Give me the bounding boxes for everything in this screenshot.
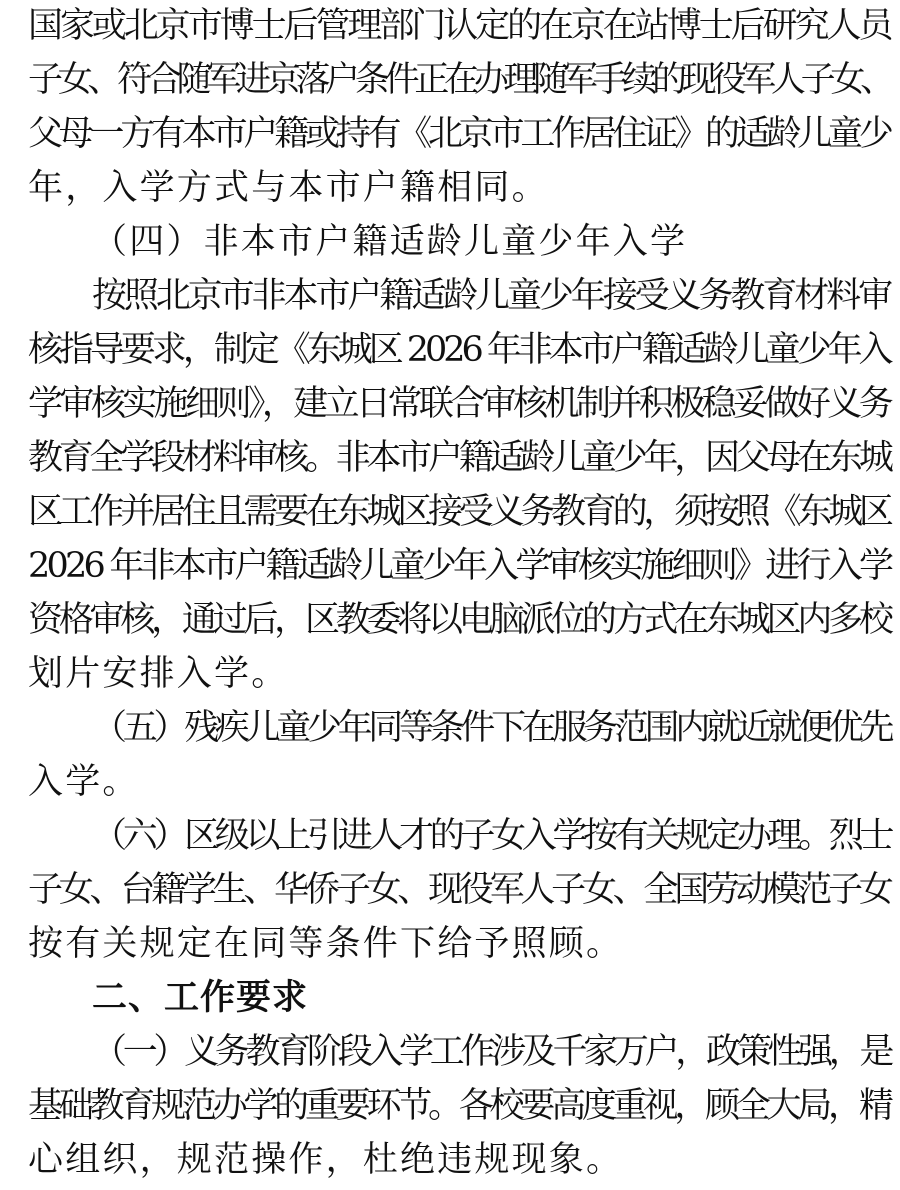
text-line: 子女、台籍学生、华侨子女、现役军人子女、全国劳动模范子女 <box>28 870 890 910</box>
text-line: 子女、符合随军进京落户条件正在办理随军手续的现役军人子女、 <box>28 60 890 100</box>
text-line: 核指导要求，制定《东城区 2026 年非本市户籍适龄儿童少年入 <box>28 330 890 370</box>
text-line: 按有关规定在同等条件下给予照顾。 <box>28 924 624 964</box>
text-line: （六）区级以上引进人才的子女入学按有关规定办理。烈士 <box>92 816 891 856</box>
text-line: 父母一方有本市户籍或持有《北京市工作居住证》的适龄儿童少 <box>28 114 890 154</box>
text-line: 学审核实施细则》，建立日常联合审核机制并积极稳妥做好义务 <box>28 384 891 424</box>
text-line: 资格审核，通过后，区教委将以电脑派位的方式在东城区内多校 <box>28 600 890 640</box>
text-line: 基础教育规范办学的重要环节。各校要高度重视，顾全大局，精 <box>28 1086 890 1126</box>
text-line: 区工作并居住且需要在东城区接受义务教育的，须按照《东城区 <box>28 492 890 532</box>
text-line: 国家或北京市博士后管理部门认定的在京在站博士后研究人员 <box>28 6 891 46</box>
section-heading-2: 二、工作要求 <box>92 978 309 1018</box>
text-line: （一）义务教育阶段入学工作涉及千家万户，政策性强，是 <box>92 1032 891 1072</box>
text-line: 心组织，规范操作，杜绝违规现象。 <box>28 1140 624 1180</box>
text-line: 年，入学方式与本市户籍相同。 <box>28 168 549 208</box>
text-line: 划片安排入学。 <box>28 654 289 694</box>
section-heading-4: （四）非本市户籍适龄儿童少年入学 <box>92 222 688 262</box>
text-line: 按照北京市非本市户籍适龄儿童少年接受义务教育材料审 <box>92 276 891 316</box>
text-line: （五）残疾儿童少年同等条件下在服务范围内就近就便优先 <box>92 708 891 748</box>
text-line: 2026 年非本市户籍适龄儿童少年入学审核实施细则》进行入学 <box>28 546 891 586</box>
text-line: 入学。 <box>28 762 140 802</box>
text-line: 教育全学段材料审核。非本市户籍适龄儿童少年，因父母在东城 <box>28 438 890 478</box>
